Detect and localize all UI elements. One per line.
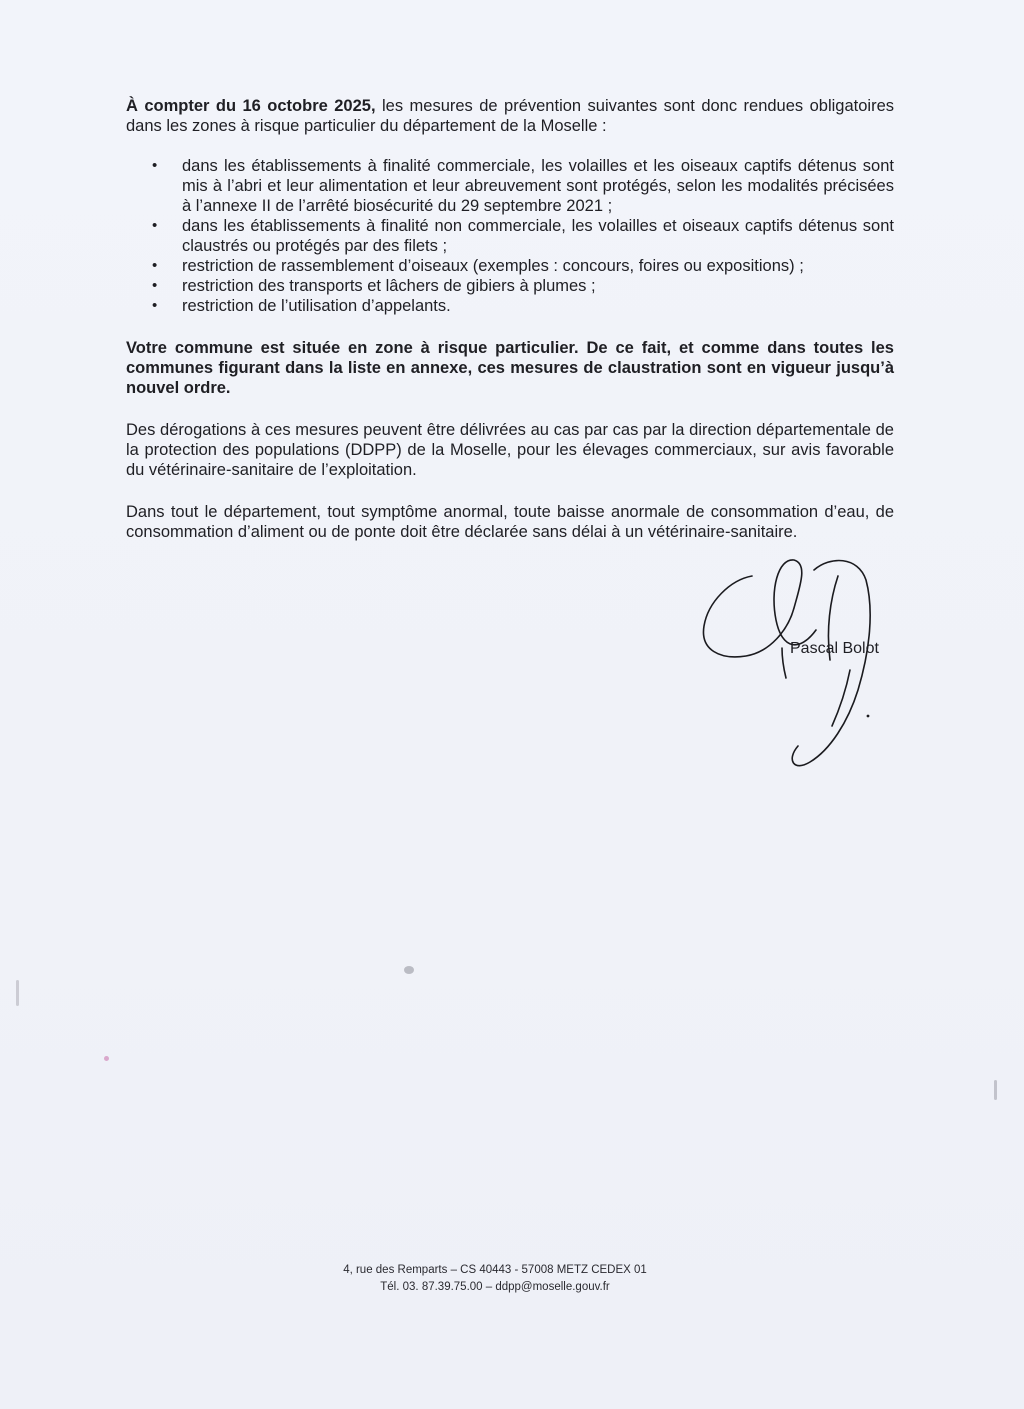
paper-speck [16, 980, 19, 1006]
measures-list [126, 156, 894, 316]
intro-text: les mesures de prévention suivantes sont donc rendues obligatoires dans les zones à risque particulier du département de la Moselle : [126, 97, 894, 135]
paper-speck [404, 966, 414, 974]
derogations-paragraph: Des dérogations à ces mesures peuvent être délivrées au cas par cas par la direction départementale de la protection des populations (DDPP) de la Moselle, pour les élevages commerciaux, sur avis favorable du vétérinaire-sanitaire de l’exploitation. [126, 421, 894, 479]
measure-item: • restriction des transports et lâchers de gibiers à plumes ; [126, 276, 894, 296]
symptoms-paragraph: Dans tout le département, tout symptôme anormal, toute baisse anormale de consommation d’eau, de consommation d’aliment ou de ponte doit être déclarée sans délai à un vétérinaire-sanitaire. [126, 503, 894, 541]
paper-speck [104, 1056, 109, 1061]
signer-name: Pascal Bolot [790, 640, 879, 657]
measure-item: • restriction de rassemblement d’oiseaux (exemples : concours, foires ou expositions) ; [126, 256, 894, 276]
measure-item: • dans les établissements à finalité commerciale, les volailles et les oiseaux captifs détenus sont mis à l’abri et leur alimentation et leur abreuvement sont protégés, selon les modalités précisées à l’annexe II de l’arrêté biosécurité du 29 septembre 2021 ; [126, 156, 894, 216]
handwritten-signature [690, 550, 910, 780]
footer-contact: Tél. 03. 87.39.75.00 – ddpp@moselle.gouv.fr [380, 1281, 610, 1293]
intro-date-lead: À compter du 16 octobre 2025, [126, 97, 376, 115]
intro-paragraph [126, 96, 894, 136]
footer-address: 4, rue des Remparts – CS 40443 - 57008 METZ CEDEX 01 [343, 1264, 647, 1276]
measure-item: • dans les établissements à finalité non commerciale, les volailles et oiseaux captifs détenus sont claustrés ou protégés par des filets ; [126, 216, 894, 256]
document-body [126, 96, 894, 542]
zone-notice-paragraph: Votre commune est située en zone à risque particulier. De ce fait, et comme dans toutes les communes figurant dans la liste en annexe, ces mesures de claustration sont en vigueur jusqu’à nouvel ordre. [126, 339, 894, 397]
signature-block [690, 550, 910, 780]
measure-item: • restriction de l’utilisation d’appelants. [126, 296, 894, 316]
footer [0, 1262, 990, 1296]
paper-speck [994, 1080, 997, 1100]
